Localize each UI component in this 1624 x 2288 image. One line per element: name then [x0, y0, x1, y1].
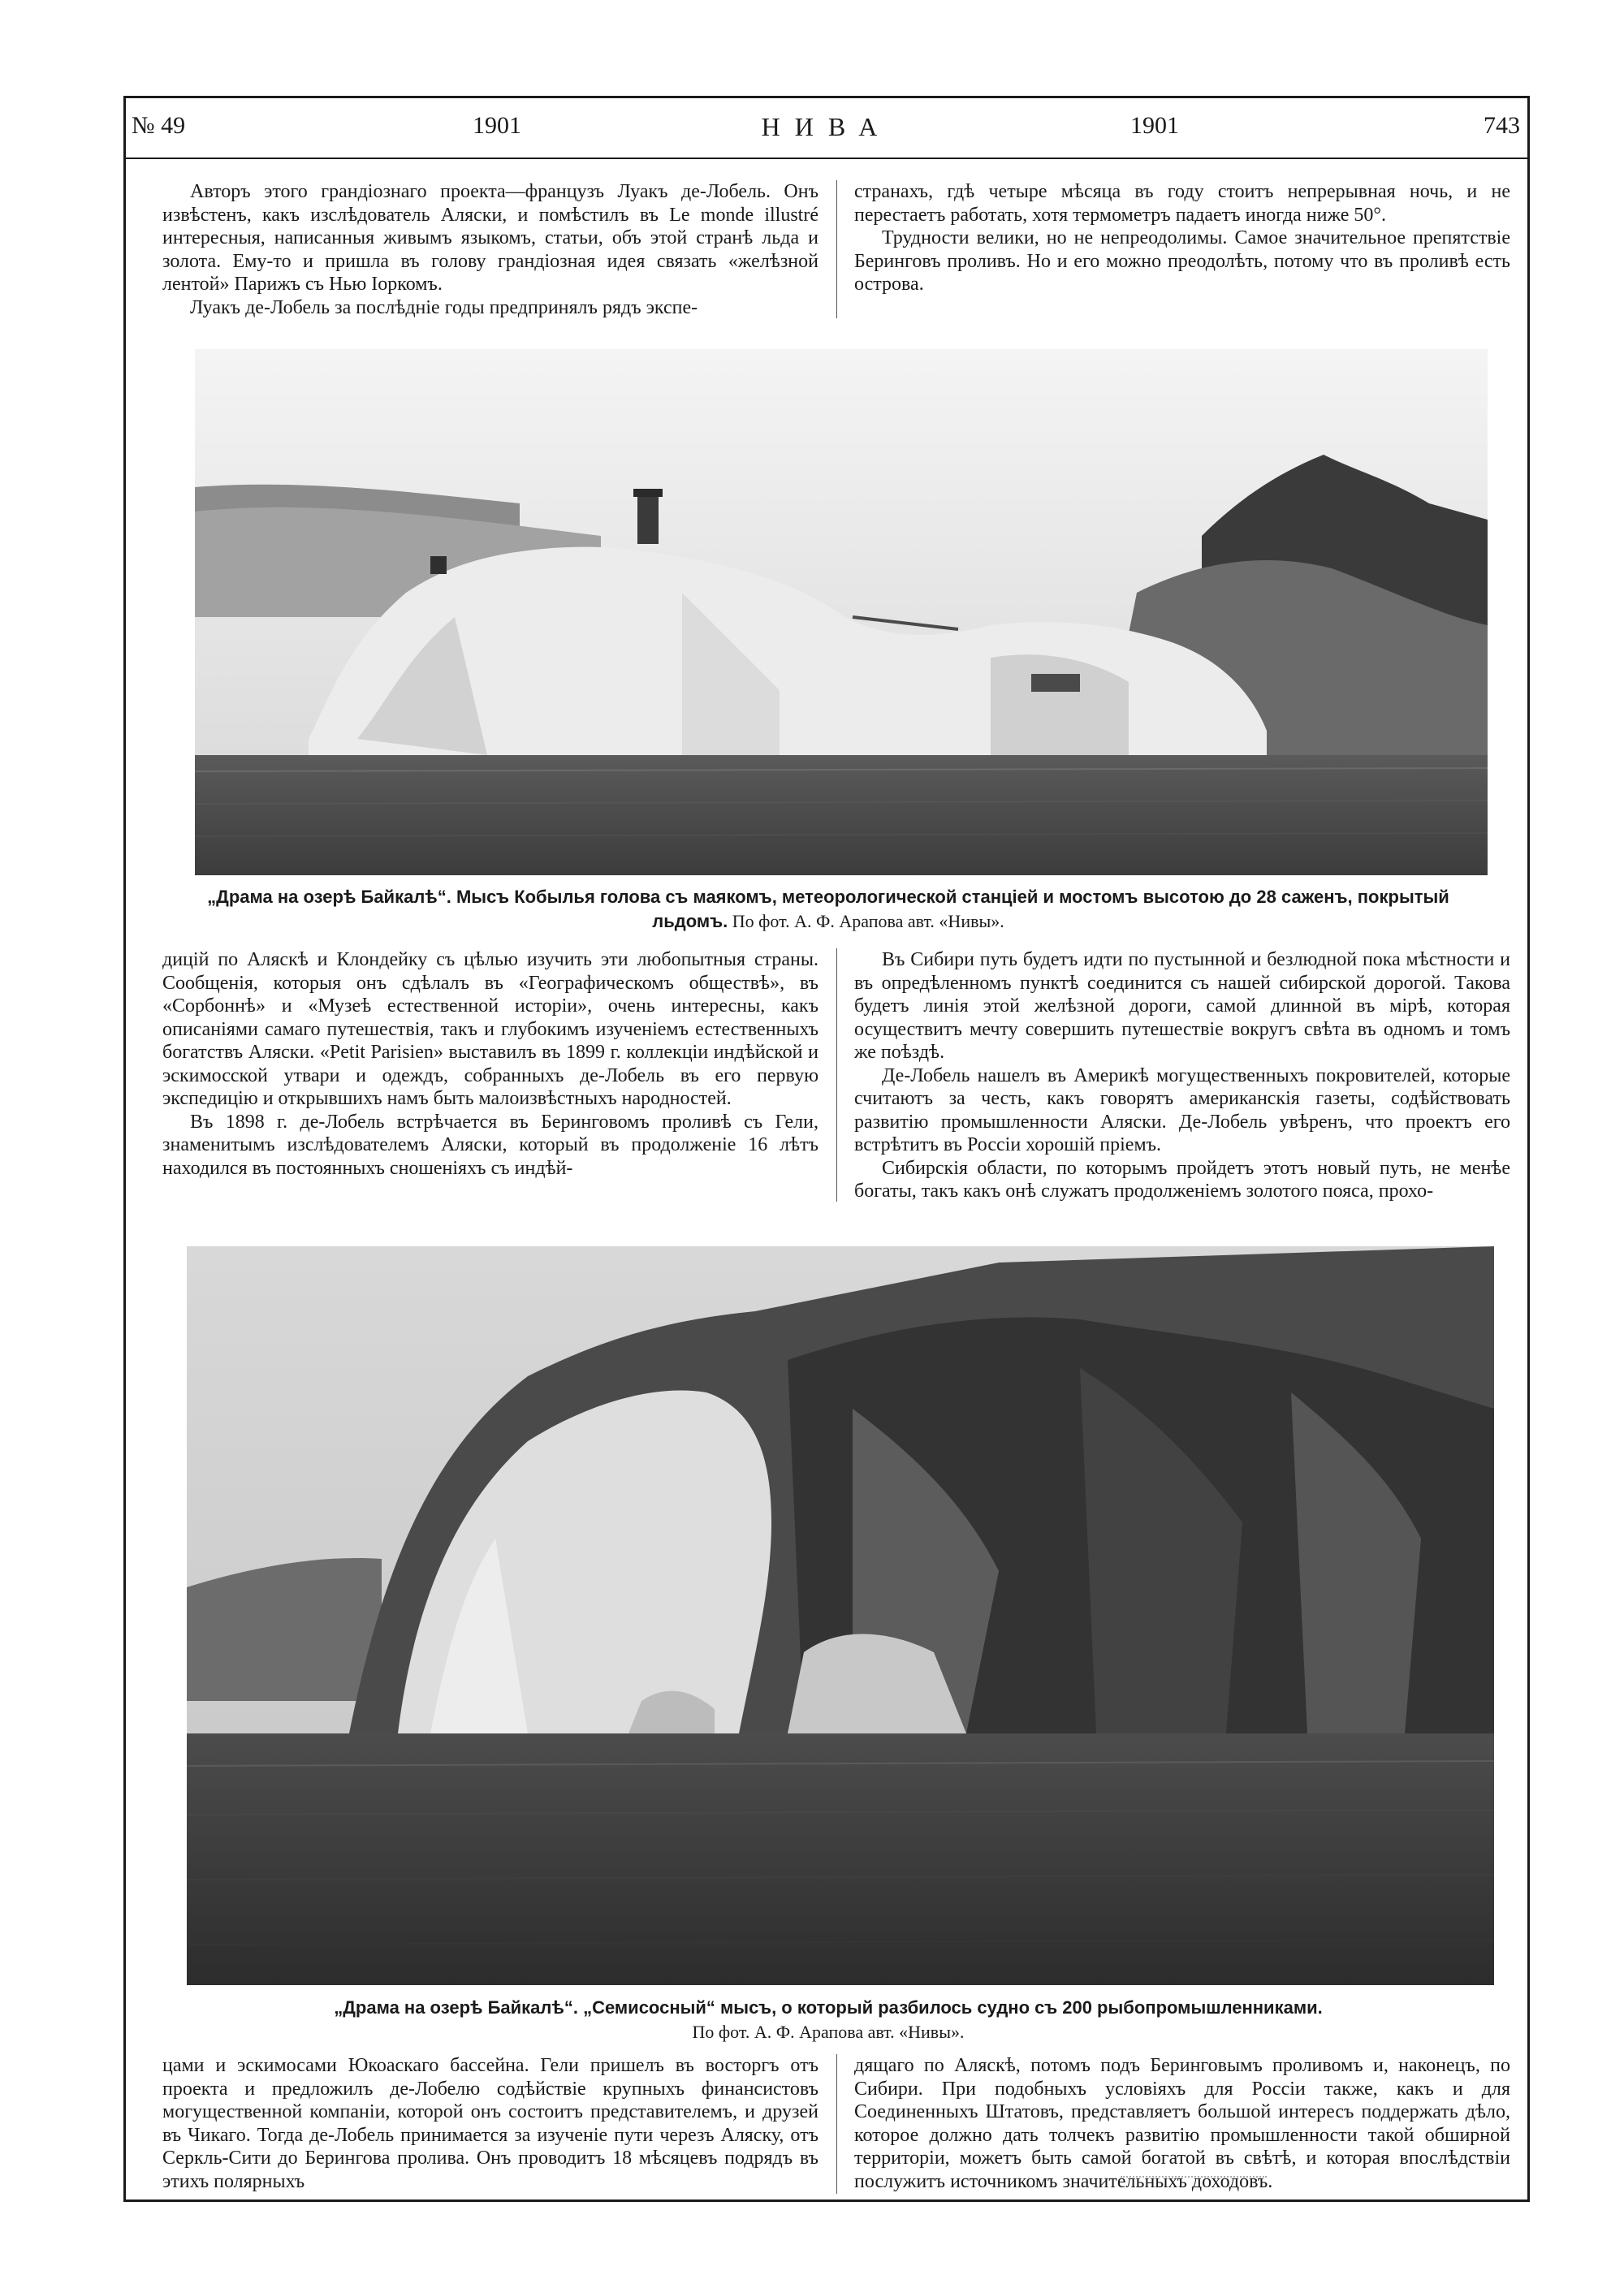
- issue-number: № 49: [132, 112, 186, 139]
- paragraph: Сибирскія области, по которымъ пройдетъ этотъ новый путь, не менѣе богаты, такъ какъ онѣ служатъ продолженіемъ золотого пояса, прохо-: [854, 1157, 1510, 1202]
- paragraph: цами и эскимосами Юкоаскаго бассейна. Гели пришелъ въ восторгъ отъ проекта и предложилъ де-Лобелю содѣйствіе крупныхъ финансистовъ могущественной компаніи, которой онъ состоитъ представителемъ, и друзей въ Чикаго. Тогда де-Лобель принимается за изученіе пути черезъ Аляску, отъ Серкль-Сити до Берингова пролива. Онъ проводитъ 18 мѣсяцевъ подрядъ въ этихъ полярныхъ: [162, 2055, 818, 2192]
- paragraph: Де-Лобель нашелъ въ Америкѣ могущественныхъ покровителей, которые считаютъ за честь, какъ говорятъ американскія газеты, содѣйствовать развитію промышленности Аляски. Де-Лобель увѣренъ, что проектъ его встрѣтитъ въ Россіи хорошій пріемъ.: [854, 1064, 1510, 1155]
- photo-credit: По фот. А. Ф. Арапова авт. «Нивы».: [692, 2022, 965, 2042]
- caption-line: „Драма на озерѣ Байкалѣ“. „Семисосный“ мысъ, о который разбилось судно съ 200 рыбопромышленниками.: [334, 1997, 1323, 2018]
- column-divider: [836, 948, 837, 1202]
- page-number: 743: [1484, 112, 1520, 139]
- paragraph: странахъ, гдѣ четыре мѣсяца въ году стоитъ непрерывная ночь, и не перестаетъ работать, хотя термометръ падаетъ иногда ниже 50°.: [854, 181, 1510, 226]
- paragraph: Луакъ де-Лобель за послѣдніе годы предпринялъ рядъ экспе-: [190, 296, 698, 318]
- photo1-caption: [154, 885, 1502, 934]
- photo-semisosny-cape: [187, 1246, 1494, 1985]
- header-rule: [123, 158, 1530, 159]
- year-left: 1901: [473, 112, 521, 139]
- caption-line: „Драма на озерѣ Байкалѣ“. Мысъ Кобылья голова съ маякомъ, метеорологической станціей и мостомъ высотою до 28 саженъ, покрытый: [207, 887, 1449, 907]
- middle-right-column: [854, 948, 1510, 1203]
- bottom-left-column: [162, 2054, 818, 2193]
- faint-footer-mark: [1121, 2176, 1267, 2181]
- middle-left-column: [162, 948, 818, 1180]
- column-divider: [836, 2054, 837, 2194]
- top-left-column: [162, 180, 818, 319]
- photo-ice-cape-lighthouse: [195, 349, 1488, 875]
- photo2-caption: [154, 1996, 1502, 2044]
- caption-line: льдомъ.: [652, 911, 728, 931]
- top-right-column: [854, 180, 1510, 296]
- year-right: 1901: [1130, 112, 1179, 139]
- column-divider: [836, 180, 837, 318]
- bottom-right-column: [854, 2054, 1510, 2193]
- paragraph: Въ Сибири путь будетъ идти по пустынной и безлюдной пока мѣстности и въ опредѣленномъ пунктѣ соединится съ нашей сибирской дорогой. Такова будетъ линія этой желѣзной дороги, самой длинной въ мірѣ, которая осуществитъ мечту совершить путешествіе вокругъ свѣта въ одномъ и томъ же поѣздѣ.: [854, 949, 1510, 1063]
- paragraph: дицій по Аляскѣ и Клондейку съ цѣлью изучить эти любопытныя страны. Сообщенія, которыя онъ сдѣлалъ въ «Географическомъ обществѣ», въ «Сорбоннѣ» и «Музеѣ естественной исторіи», очень интересны, какъ описаніями самаго путешествія, такъ и глубокимъ изученіемъ естественныхъ богатствъ Аляски. «Petit Parisien» выставилъ въ 1899 г. коллекціи индѣйской и эскимосской утвари и одеждъ, собранныхъ де-Лобель въ его первую экспедицію и открывшихъ намъ быть малоизвѣстныхъ народностей.: [162, 949, 818, 1109]
- paragraph: дящаго по Аляскѣ, потомъ подъ Беринговымъ проливомъ и, наконецъ, по Сибири. При подобныхъ условіяхъ для Россіи также, какъ и для Соединенныхъ Штатовъ, представляетъ большой интересъ поддержать дѣло, которое должно дать толчекъ развитію промышленности такой обширной территоріи, можетъ быть самой богатой въ свѣтѣ, и которая впослѣдствіи послужитъ источникомъ значительныхъ доходовъ.: [854, 2055, 1510, 2192]
- paragraph: Авторъ этого грандіознаго проекта—французъ Луакъ де-Лобель. Онъ извѣстенъ, какъ изслѣдователь Аляски, и помѣстилъ въ Le monde illustré интересныя, написанныя живымъ языкомъ, статьи, объ этой странѣ льда и золота. Ему-то и пришла въ голову грандіозная идея связать «желѣзной лентой» Парижъ съ Нью Іоркомъ.: [162, 181, 818, 295]
- paragraph: Трудности велики, но не непреодолимы. Самое значительное препятствіе Беринговъ проливъ. Но и его можно преодолѣть, потому что въ проливѣ есть острова.: [854, 227, 1510, 295]
- page-header: [123, 106, 1530, 149]
- magazine-title: НИВА: [761, 112, 892, 141]
- paragraph: Въ 1898 г. де-Лобель встрѣчается въ Беринговомъ проливѣ съ Гели, знаменитымъ изслѣдователемъ Аляски, который въ продолженіе 16 лѣтъ находился въ постоянныхъ сношеніяхъ съ индѣй-: [162, 1111, 818, 1179]
- photo-credit: По фот. А. Ф. Арапова авт. «Нивы».: [732, 911, 1004, 931]
